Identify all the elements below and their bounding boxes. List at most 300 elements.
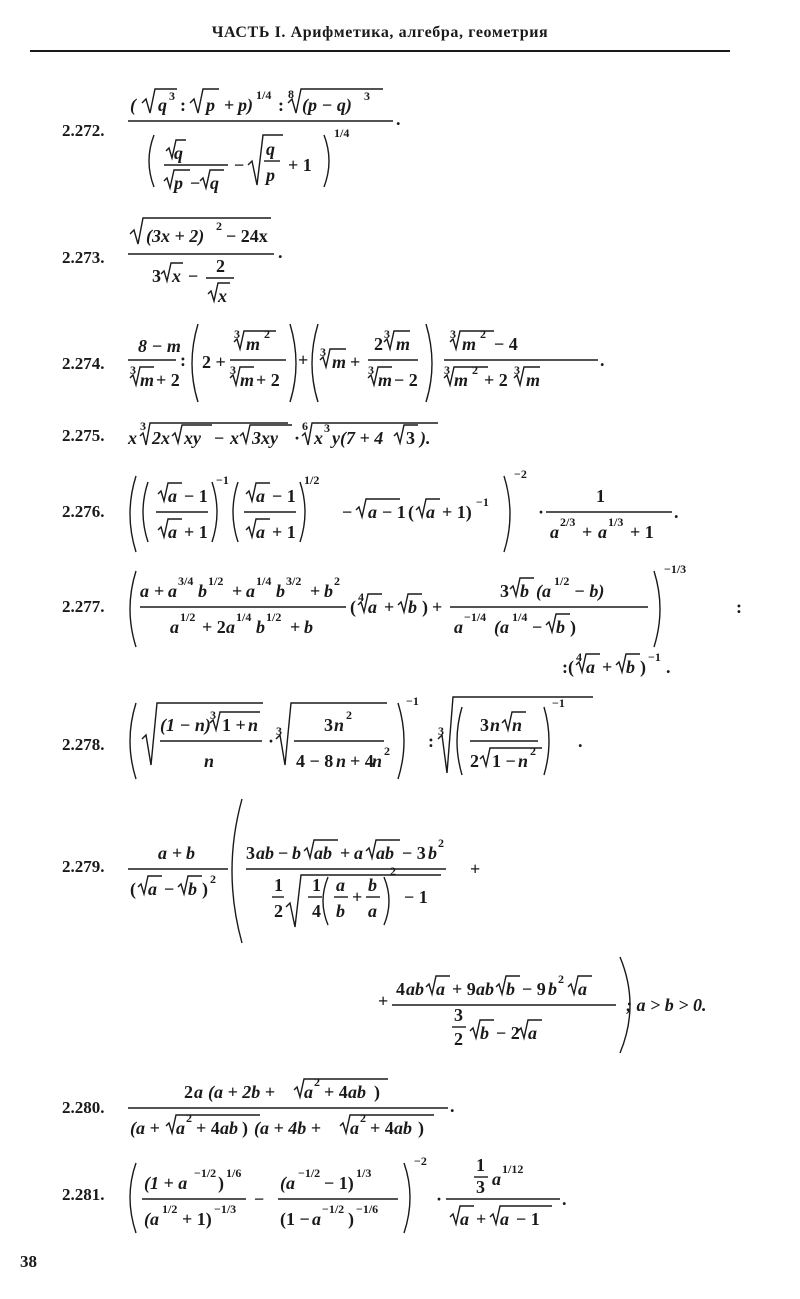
svg-text:): ) (202, 879, 208, 899)
svg-text:a: a (460, 1209, 469, 1229)
svg-text:− 1: − 1 (382, 502, 406, 522)
svg-text:−1: −1 (406, 694, 419, 708)
svg-text:m: m (246, 334, 261, 354)
svg-text:b: b (408, 597, 417, 617)
svg-text:3/2: 3/2 (286, 574, 302, 588)
svg-text:a: a (304, 1082, 313, 1102)
svg-text:3/4: 3/4 (178, 574, 194, 588)
svg-text:+ 4: + 4 (370, 1118, 394, 1138)
svg-text:−1/2: −1/2 (194, 1166, 217, 1180)
svg-text:.: . (674, 502, 679, 522)
svg-text:+ 1: + 1 (272, 522, 296, 542)
svg-text:+ 1: + 1 (184, 522, 208, 542)
svg-text:2: 2 (384, 744, 390, 758)
svg-text:a: a (350, 1118, 359, 1138)
svg-text:2: 2 (216, 256, 225, 276)
svg-text:−1/6: −1/6 (356, 1202, 379, 1216)
svg-text:(: ( (408, 502, 414, 522)
svg-text:+ 1: + 1 (288, 155, 312, 175)
formula-2-277 (128, 562, 768, 690)
svg-text:1/2: 1/2 (266, 610, 282, 624)
svg-text:+ 2: + 2 (484, 370, 508, 390)
svg-text:3: 3 (368, 363, 374, 377)
svg-text::: : (278, 95, 284, 115)
svg-text:−1: −1 (476, 495, 489, 509)
page-header (30, 14, 730, 54)
formula-2-280 (128, 1072, 768, 1152)
svg-text:.: . (396, 109, 401, 129)
svg-text:p: p (174, 173, 183, 193)
svg-text:.: . (278, 242, 283, 262)
svg-text:− 2: − 2 (394, 370, 418, 390)
svg-text:−1/4: −1/4 (464, 610, 487, 624)
svg-text:3: 3 (480, 715, 489, 735)
svg-text:p: p (206, 95, 215, 115)
svg-text:·: · (268, 731, 275, 751)
svg-text:1/4: 1/4 (334, 126, 350, 140)
svg-text:b: b (368, 875, 377, 895)
svg-text:y(7 + 4: y(7 + 4 (332, 428, 384, 448)
svg-text:m: m (140, 370, 155, 390)
svg-text:1/2: 1/2 (180, 610, 196, 624)
svg-text:1: 1 (596, 486, 605, 506)
svg-text:+: + (476, 1209, 487, 1229)
svg-text::(: :( (562, 657, 574, 677)
svg-text:−1/2: −1/2 (322, 1202, 345, 1216)
problem-number: 2.277. (62, 597, 105, 616)
svg-text:+: + (432, 597, 443, 617)
svg-text:b: b (626, 657, 635, 677)
svg-text:− 4: − 4 (494, 334, 518, 354)
svg-text:−: − (254, 1189, 265, 1209)
svg-text:1/12: 1/12 (502, 1162, 524, 1176)
svg-text:x: x (172, 266, 181, 286)
svg-text:n: n (334, 715, 345, 735)
svg-text:1: 1 (274, 875, 283, 895)
svg-text:+ 9: + 9 (452, 979, 476, 999)
problem-number: 2.280. (62, 1098, 105, 1117)
svg-text:a: a (256, 486, 265, 506)
svg-text:a: a (598, 522, 607, 542)
svg-text:b: b (276, 581, 285, 601)
svg-text:b: b (520, 581, 529, 601)
svg-text:a: a (368, 597, 377, 617)
svg-text:− 1: − 1 (184, 486, 208, 506)
svg-text:1/6: 1/6 (226, 1166, 242, 1180)
svg-text:3: 3 (324, 715, 333, 735)
svg-text:ab: ab (220, 1118, 238, 1138)
svg-text:2: 2 (314, 1075, 320, 1089)
svg-text:4: 4 (396, 979, 405, 999)
svg-text:2: 2 (334, 574, 340, 588)
svg-text:+: + (232, 581, 243, 601)
svg-text:−: − (278, 843, 289, 863)
svg-text:− 3: − 3 (402, 843, 426, 863)
svg-text:−1/3: −1/3 (664, 562, 687, 576)
svg-text:+: + (582, 522, 593, 542)
svg-text:1/2: 1/2 (162, 1202, 178, 1216)
svg-text:a: a (140, 581, 149, 601)
svg-text:q: q (158, 95, 167, 115)
svg-text:b: b (188, 879, 197, 899)
svg-text:a: a (168, 522, 177, 542)
svg-text:): ) (348, 1209, 354, 1229)
svg-text:3: 3 (444, 363, 450, 377)
formula-2-275 (128, 414, 768, 458)
svg-text:(1 + a: (1 + a (144, 1173, 188, 1193)
svg-text:3: 3 (276, 724, 282, 738)
svg-text:3xy: 3xy (252, 428, 278, 448)
svg-text:3: 3 (169, 89, 175, 103)
svg-text:1 −: 1 − (492, 751, 516, 771)
svg-text:m: m (332, 352, 347, 372)
formula-2-279 (128, 795, 768, 1065)
svg-text:b: b (292, 843, 301, 863)
svg-text:3: 3 (384, 327, 390, 341)
svg-text:(a: (a (280, 1173, 295, 1193)
formula-2-273 (128, 212, 768, 312)
svg-text:3: 3 (320, 345, 326, 359)
svg-text:m: m (462, 334, 477, 354)
problem-number: 2.279. (62, 857, 105, 876)
svg-text:2/3: 2/3 (560, 515, 576, 529)
svg-text:2: 2 (374, 334, 383, 354)
svg-text:2: 2 (184, 1082, 193, 1102)
svg-text:2: 2 (186, 1111, 192, 1125)
problem-number: 2.273. (62, 248, 105, 267)
svg-text:+: + (378, 991, 389, 1011)
svg-text:m: m (454, 370, 469, 390)
svg-text:−1: −1 (648, 650, 661, 664)
svg-text:x: x (230, 428, 239, 448)
svg-text:q: q (174, 143, 183, 163)
svg-text:4: 4 (576, 650, 582, 664)
svg-text:+ 2: + 2 (202, 617, 226, 637)
svg-text:+: + (352, 887, 363, 907)
svg-text:4: 4 (312, 901, 321, 921)
svg-text:−1/3: −1/3 (214, 1202, 237, 1216)
svg-text:−: − (190, 173, 201, 193)
header-rule (30, 50, 730, 52)
svg-text:(p − q): (p − q) (302, 95, 352, 115)
svg-text:1/3: 1/3 (356, 1166, 372, 1180)
svg-text:−: − (234, 155, 245, 175)
svg-text:1/4: 1/4 (236, 610, 252, 624)
svg-text:p): p) (238, 95, 253, 115)
svg-text:1: 1 (476, 1155, 485, 1175)
svg-text:(1 −: (1 − (280, 1209, 310, 1229)
svg-text:b: b (556, 617, 565, 637)
svg-text:ab: ab (376, 843, 394, 863)
svg-text:x: x (128, 428, 137, 448)
svg-text:−2: −2 (514, 467, 527, 481)
svg-text:(: ( (350, 597, 356, 617)
svg-text:2: 2 (470, 751, 479, 771)
svg-text:a: a (426, 502, 435, 522)
formula-2-276 (128, 467, 768, 560)
svg-text:b: b (506, 979, 515, 999)
svg-text:+ 4: + 4 (196, 1118, 220, 1138)
svg-text:n: n (204, 751, 215, 771)
svg-text:.: . (600, 350, 605, 370)
svg-text:): ) (242, 1118, 248, 1138)
svg-text:a: a (550, 522, 559, 542)
svg-text:a: a (158, 843, 167, 863)
svg-text:3: 3 (246, 843, 255, 863)
svg-text:4 − 8: 4 − 8 (296, 751, 334, 771)
svg-text:b: b (548, 979, 557, 999)
svg-text:): ) (418, 1118, 424, 1138)
svg-text:ab: ab (406, 979, 424, 999)
svg-text:3: 3 (476, 1177, 485, 1197)
formula-2-278 (128, 695, 768, 790)
svg-text:).: ). (420, 428, 431, 448)
svg-text:+ 1): + 1) (182, 1209, 212, 1229)
svg-text:·: · (538, 502, 545, 522)
svg-text:2x: 2x (152, 428, 170, 448)
svg-text:ab: ab (476, 979, 494, 999)
svg-text:−: − (342, 502, 353, 522)
svg-text:− 24x: − 24x (226, 226, 268, 246)
svg-text:3: 3 (438, 724, 444, 738)
problem-number: 2.272. (62, 121, 105, 140)
svg-text:+ 4: + 4 (350, 751, 374, 771)
svg-text:3: 3 (152, 266, 161, 286)
svg-text:−: − (532, 617, 543, 637)
svg-text:a: a (586, 657, 595, 677)
svg-text:a: a (492, 1169, 501, 1189)
svg-text:(1 − n): (1 − n) (160, 715, 211, 735)
formula-2-272 (128, 85, 768, 205)
svg-text:2: 2 (360, 1111, 366, 1125)
svg-text:n: n (248, 715, 259, 735)
svg-text:(a: (a (536, 581, 551, 601)
svg-text:b: b (480, 1023, 489, 1043)
svg-text:q: q (266, 139, 275, 159)
svg-text::: : (180, 95, 186, 115)
svg-text::: : (180, 350, 186, 370)
svg-text:+: + (602, 657, 613, 677)
svg-text:− 9: − 9 (522, 979, 546, 999)
svg-text:3: 3 (454, 1005, 463, 1025)
problem-number: 2.274. (62, 354, 105, 373)
svg-text:a: a (168, 486, 177, 506)
svg-text:a: a (312, 1209, 321, 1229)
svg-text:+: + (340, 843, 351, 863)
svg-text:a: a (354, 843, 363, 863)
svg-text:−1/2: −1/2 (298, 1166, 321, 1180)
svg-text:2: 2 (210, 872, 216, 886)
svg-text:x: x (314, 428, 323, 448)
svg-text:b: b (336, 901, 345, 921)
svg-text:(a +: (a + (130, 1118, 160, 1138)
svg-text:1/2: 1/2 (554, 574, 570, 588)
svg-text:a: a (578, 979, 587, 999)
svg-text:+: + (290, 617, 301, 637)
svg-text:m: m (396, 334, 411, 354)
svg-text:n: n (518, 751, 529, 771)
svg-text:− b): − b) (574, 581, 605, 601)
svg-text:a: a (226, 617, 235, 637)
svg-text:− 1: − 1 (404, 887, 428, 907)
svg-text:6: 6 (302, 419, 308, 433)
svg-text:+: + (298, 350, 309, 370)
svg-text:2: 2 (346, 708, 352, 722)
svg-text:a: a (368, 502, 377, 522)
svg-text:2 +: 2 + (202, 352, 226, 372)
svg-text:a: a (256, 522, 265, 542)
svg-text:2: 2 (216, 219, 222, 233)
svg-text:1/2: 1/2 (208, 574, 224, 588)
svg-text:a: a (246, 581, 255, 601)
svg-text:3: 3 (406, 428, 415, 448)
svg-text:.: . (562, 1189, 567, 1209)
svg-text:a: a (436, 979, 445, 999)
svg-text:.: . (450, 1096, 455, 1116)
svg-text::: : (428, 731, 434, 751)
problem-number: 2.276. (62, 502, 105, 521)
svg-text:): ) (374, 1082, 380, 1102)
svg-text:2: 2 (472, 363, 478, 377)
svg-text:a: a (148, 879, 157, 899)
svg-text:−: − (188, 266, 199, 286)
svg-text:m: m (378, 370, 393, 390)
svg-text:(a + 2b +: (a + 2b + (208, 1082, 276, 1102)
svg-text:b: b (198, 581, 207, 601)
svg-text:a: a (176, 1118, 185, 1138)
svg-text:1/4: 1/4 (256, 88, 272, 102)
svg-text:2: 2 (264, 327, 270, 341)
svg-text:2: 2 (274, 901, 283, 921)
problem-number: 2.278. (62, 735, 105, 754)
svg-text:): ) (570, 617, 576, 637)
svg-text:(: ( (130, 95, 136, 115)
svg-text:b: b (186, 843, 195, 863)
svg-text:a: a (500, 1209, 509, 1229)
svg-text:− 2: − 2 (496, 1023, 520, 1043)
svg-text:3: 3 (234, 327, 240, 341)
problem-number: 2.275. (62, 426, 105, 445)
svg-text:b: b (256, 617, 265, 637)
svg-text:+: + (154, 581, 165, 601)
svg-text:a: a (454, 617, 463, 637)
svg-text:+: + (384, 597, 395, 617)
svg-text:3: 3 (324, 421, 330, 435)
svg-text:3: 3 (210, 708, 216, 722)
svg-text:− 1): − 1) (324, 1173, 354, 1193)
svg-text:m: m (526, 370, 541, 390)
svg-text:n: n (336, 751, 347, 771)
svg-text:(a: (a (144, 1209, 159, 1229)
svg-text:2: 2 (558, 972, 564, 986)
svg-text:(: ( (130, 879, 136, 899)
svg-text:n: n (372, 751, 383, 771)
svg-text:b: b (304, 617, 313, 637)
svg-text:ab: ab (394, 1118, 412, 1138)
svg-text:m: m (240, 370, 255, 390)
svg-text:x: x (218, 286, 227, 306)
svg-text:1/4: 1/4 (512, 610, 528, 624)
svg-text:a: a (336, 875, 345, 895)
condition-2-279: ; a > b > 0. (626, 995, 707, 1015)
svg-text:−1: −1 (552, 696, 565, 710)
svg-text:1/2: 1/2 (304, 473, 320, 487)
svg-text:8 − m: 8 − m (138, 336, 181, 356)
svg-text:(a + 4b +: (a + 4b + (254, 1118, 322, 1138)
svg-text:a: a (168, 581, 177, 601)
svg-text:−2: −2 (414, 1154, 427, 1168)
svg-text:(3x + 2): (3x + 2) (146, 226, 205, 246)
svg-text:−: − (164, 879, 175, 899)
svg-text:3: 3 (230, 363, 236, 377)
svg-text:p: p (266, 165, 275, 185)
page-number: 38 (20, 1252, 37, 1271)
svg-text:+: + (470, 859, 481, 879)
svg-text:+: + (310, 581, 321, 601)
svg-text:2: 2 (454, 1029, 463, 1049)
svg-text:3: 3 (130, 363, 136, 377)
svg-text:2: 2 (390, 864, 396, 878)
svg-text:xy: xy (184, 428, 201, 448)
svg-text:b: b (428, 843, 437, 863)
svg-text:b: b (324, 581, 333, 601)
svg-text:+ 2: + 2 (256, 370, 280, 390)
svg-text:.: . (666, 657, 671, 677)
formula-2-281 (128, 1155, 768, 1245)
svg-text:+ 2: + 2 (156, 370, 180, 390)
svg-text:ab: ab (256, 843, 274, 863)
svg-text:−1: −1 (216, 473, 229, 487)
svg-text:+ 1): + 1) (442, 502, 472, 522)
svg-text:a: a (528, 1023, 537, 1043)
svg-text:1 +: 1 + (222, 715, 246, 735)
svg-text:(a: (a (494, 617, 509, 637)
svg-text:): ) (640, 657, 646, 677)
svg-text:+ 1: + 1 (630, 522, 654, 542)
svg-text:3: 3 (450, 327, 456, 341)
svg-text:4: 4 (358, 590, 364, 604)
svg-text:+: + (172, 843, 183, 863)
svg-text:+ 4: + 4 (324, 1082, 348, 1102)
svg-text:+: + (350, 352, 361, 372)
svg-text:1: 1 (312, 875, 321, 895)
svg-text:): ) (218, 1173, 224, 1193)
svg-text:ab: ab (348, 1082, 366, 1102)
svg-text:1/3: 1/3 (608, 515, 624, 529)
svg-text:3: 3 (140, 419, 146, 433)
svg-text:3: 3 (364, 89, 370, 103)
svg-text:.: . (578, 731, 583, 751)
formula-2-274 (128, 318, 768, 408)
svg-text::: : (736, 597, 742, 617)
svg-text:3: 3 (514, 363, 520, 377)
svg-text:q: q (210, 173, 219, 193)
svg-text:3: 3 (500, 581, 509, 601)
svg-text:a: a (170, 617, 179, 637)
svg-text:·: · (436, 1189, 443, 1209)
svg-text:·: · (294, 428, 301, 448)
svg-text:n: n (512, 715, 523, 735)
svg-text:): ) (422, 597, 428, 617)
chapter-title: ЧАСТЬ I. Арифметика, алгебра, геометрия (211, 24, 549, 41)
svg-text:ab: ab (314, 843, 332, 863)
svg-text:− 1: − 1 (516, 1209, 540, 1229)
svg-text:2: 2 (438, 836, 444, 850)
svg-text:+: + (224, 95, 235, 115)
svg-text:8: 8 (288, 87, 294, 101)
svg-text:a: a (194, 1082, 203, 1102)
svg-text:2: 2 (480, 327, 486, 341)
